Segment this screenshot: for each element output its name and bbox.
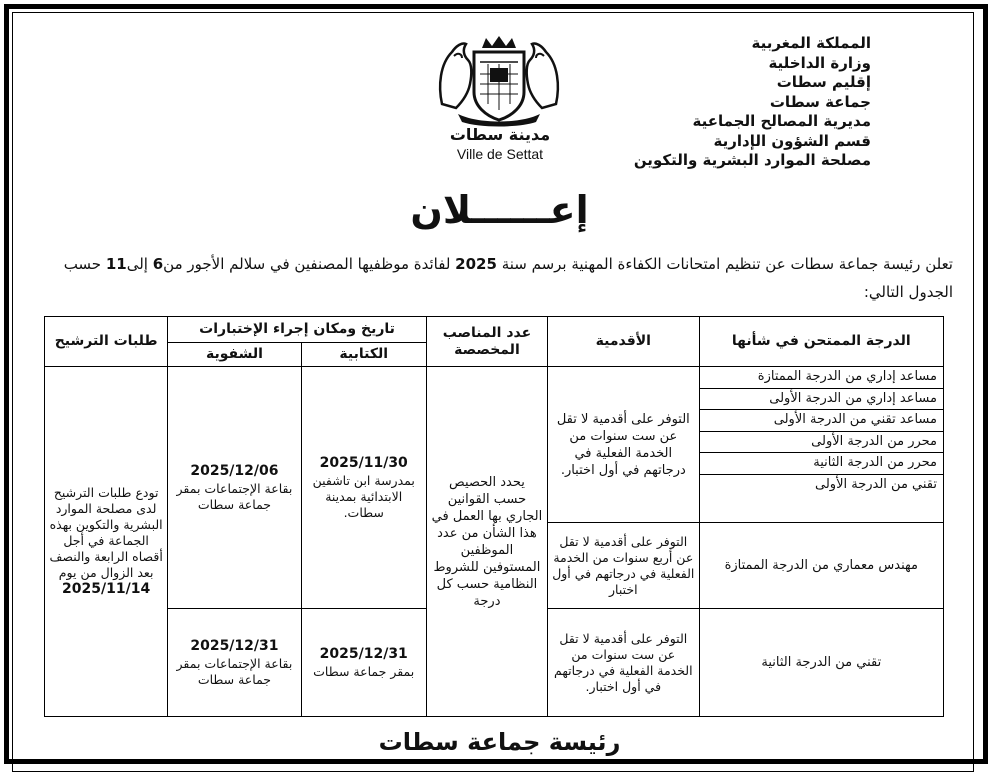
- oral-place: بقاعة الإجتماعات بمقر جماعة سطات: [176, 655, 293, 687]
- list-item: مساعد إداري من الدرجة الممتازة: [700, 367, 943, 389]
- oral-date: 2025/12/06: [190, 462, 279, 479]
- written-cell: [301, 367, 426, 609]
- oral-cell: [168, 367, 301, 609]
- seniority-cell: التوفر على أقدمية لا تقل عن ست سنوات من الخدمة الفعلية في درجاتهم في أول اختبار.: [548, 367, 700, 523]
- seniority-cell: التوفر على أقدمية لا تقل عن أربع سنوات من الخدمة الفعلية في درجاتهم في أول اختبار: [548, 523, 700, 609]
- header-applications: طلبات الترشيح: [45, 317, 168, 367]
- header-line: مصلحة الموارد البشرية والتكوين: [633, 151, 871, 169]
- header-line: قسم الشؤون الإدارية: [713, 131, 871, 150]
- header-line: المملكة المغربية: [751, 34, 871, 52]
- administrative-header: [633, 34, 871, 171]
- header-posts: عدد المناصب المخصصة: [426, 317, 547, 367]
- intro-text: تعلن رئيسة جماعة سطات عن تنظيم امتحانات الكفاءة المهنية برسم سنة: [496, 255, 953, 273]
- header-oral: الشفوية: [168, 343, 301, 367]
- city-name-french: Ville de Settat: [456, 146, 544, 162]
- rank-cell: تقني من الدرجة الثانية: [699, 609, 943, 717]
- announcement-title: إعــــــلان: [410, 188, 589, 232]
- header-rank: الدرجة الممتحن في شأنها: [699, 317, 943, 367]
- header-line: إقليم سطات: [776, 73, 871, 91]
- intro-scale-to: 11: [105, 255, 127, 273]
- header-seniority: الأقدمية: [548, 317, 700, 367]
- header-written: الكتابية: [301, 343, 426, 367]
- list-item: تقني من الدرجة الأولى: [815, 476, 937, 492]
- exams-table: [44, 316, 944, 717]
- intro-text: إلى: [126, 255, 153, 273]
- rank-list: [700, 367, 943, 495]
- intro-scale-from: 6: [152, 255, 164, 273]
- intro-text: لفائدة موظفيها المصنفين في سلالم الأجور من: [163, 255, 456, 273]
- oral-date: 2025/12/31: [190, 637, 279, 654]
- list-item: محرر من الدرجة الثانية: [700, 453, 943, 475]
- intro-text: حسب الجدول التالي:: [63, 255, 953, 301]
- rank-cell: مهندس معماري من الدرجة الممتازة: [699, 523, 943, 609]
- written-date: 2025/12/31: [319, 645, 408, 662]
- intro-year: 2025: [455, 255, 497, 273]
- header-line: وزارة الداخلية: [768, 53, 871, 72]
- written-place: بمقر جماعة سطات: [313, 663, 415, 679]
- oral-place: بقاعة الإجتماعات بمقر جماعة سطات: [176, 480, 293, 512]
- written-cell: [301, 609, 426, 717]
- seniority-cell: التوفر على أقدمية لا تقل عن ست سنوات من الخدمة الفعلية في درجاتهم في أول اختبار.: [548, 609, 700, 717]
- oral-cell: [168, 609, 301, 717]
- list-item: محرر من الدرجة الأولى: [700, 432, 943, 454]
- applications-deadline: 2025/11/14: [62, 580, 151, 597]
- applications-cell: [45, 367, 168, 717]
- signature-heading: رئيسة جماعة سطات: [378, 728, 621, 756]
- header-date-place: تاريخ ومكان إجراء الإختبارات: [168, 317, 427, 343]
- city-name-arabic: مدينة سطات: [449, 125, 551, 144]
- list-item: مساعد تقني من الدرجة الأولى: [700, 410, 943, 432]
- header-line: مديرية المصالح الجماعية: [692, 112, 871, 130]
- announcement-intro: [53, 250, 953, 306]
- city-emblem-icon: [432, 34, 566, 128]
- header-line: جماعة سطات: [769, 92, 871, 111]
- applications-text: تودع طلبات الترشيح لدى مصلحة الموارد البشرية والتكوين بهذه الجماعة في أجل أقصاه الرابعة والنصف بعد الزوال من يوم: [49, 484, 163, 580]
- written-place: بمدرسة ابن تاشفين الابتدائية بمدينة سطات.: [312, 472, 415, 520]
- list-item: مساعد إداري من الدرجة الأولى: [700, 389, 943, 411]
- posts-cell: يحدد الحصيص حسب القوانين الجاري بها العمل في هذا الشأن من عدد الموظفين المستوفين للشروط النظامية حسب كل درجة: [426, 367, 547, 717]
- written-date: 2025/11/30: [319, 454, 408, 471]
- rank-cell: [699, 367, 943, 523]
